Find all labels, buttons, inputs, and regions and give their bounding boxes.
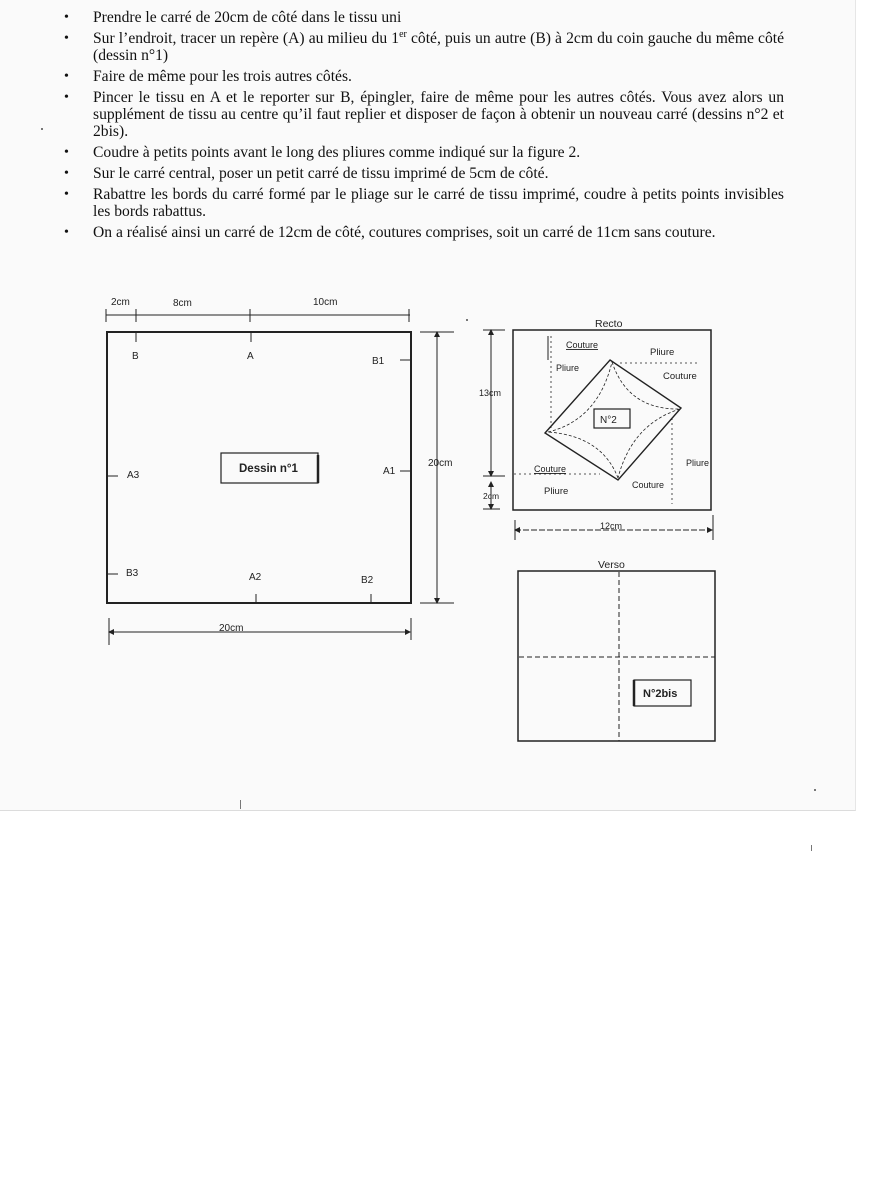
instruction-item: • Coudre à petits points avant le long des pliures comme indiqué sur la figure 2. xyxy=(62,144,784,161)
dim-20cm-bottom-label: 20cm xyxy=(219,623,244,634)
label-b3: B3 xyxy=(126,568,139,579)
instruction-item: • Rabattre les bords du carré formé par le pliage sur le carré de tissu imprimé, coudre à petits points invisibles les bords rabattus. xyxy=(62,186,784,220)
dim-2cm-label: 2cm xyxy=(111,297,130,308)
recto-title: Recto xyxy=(595,318,623,330)
drawing-1 xyxy=(106,309,454,645)
instruction-item: • Sur le carré central, poser un petit carré de tissu imprimé de 5cm de côté. xyxy=(62,165,784,182)
instruction-item: • On a réalisé ainsi un carré de 12cm de côté, coutures comprises, soit un carré de 11cm sans couture. xyxy=(62,224,784,241)
dim-20cm-right-label: 20cm xyxy=(428,458,453,469)
label-b: B xyxy=(132,351,139,362)
drawing-2 xyxy=(483,330,713,540)
label-couture-bottom: Couture xyxy=(632,480,665,490)
scan-speck xyxy=(814,789,816,791)
instruction-item: • Prendre le carré de 20cm de côté dans le tissu uni xyxy=(62,9,784,26)
label-pliure-rightmid: Pliure xyxy=(686,458,710,468)
label-pliure-bottom: Pliure xyxy=(544,486,569,497)
dim-10cm-label: 10cm xyxy=(313,297,338,308)
label-b2: B2 xyxy=(361,575,374,586)
instruction-item: • Pincer le tissu en A et le reporter sur B, épingler, faire de même pour les autres côtés. Vous avez alors un supplément de tissu au centre qu’il faut replier et disposer de façon à obtenir un nouveau carré (dessins n°2 et 2bis). xyxy=(62,89,784,140)
drawing-2bis-caption: N°2bis xyxy=(643,688,678,700)
label-couture-top: Couture xyxy=(566,340,599,350)
drawing-1-caption: Dessin n°1 xyxy=(239,463,298,475)
dim-2cm-label-2: 2cm xyxy=(483,491,500,501)
instruction-item: • Sur l’endroit, tracer un repère (A) au milieu du 1er côté, puis un autre (B) à 2cm du coin gauche du même côté (dessin n°1) xyxy=(62,30,784,64)
label-a: A xyxy=(247,351,254,362)
label-b1: B1 xyxy=(372,356,385,367)
drawing-2bis xyxy=(518,571,715,741)
label-pliure-top: Pliure xyxy=(650,347,675,358)
dim-12cm-label: 12cm xyxy=(600,521,623,531)
label-couture-right: Couture xyxy=(663,371,697,382)
label-pliure-left: Pliure xyxy=(556,363,580,373)
scan-speck xyxy=(811,845,812,851)
label-a1: A1 xyxy=(383,466,396,477)
drawing-2-caption: N°2 xyxy=(600,415,617,426)
instruction-item: • Faire de même pour les trois autres côtés. xyxy=(62,68,784,85)
dim-8cm-label: 8cm xyxy=(173,298,192,309)
scan-speck xyxy=(466,319,468,321)
verso-square xyxy=(518,571,715,741)
scan-speck xyxy=(41,128,43,130)
label-a2: A2 xyxy=(249,572,262,583)
verso-title: Verso xyxy=(598,559,625,571)
scan-speck xyxy=(240,800,241,809)
dim-13cm-label: 13cm xyxy=(479,388,502,398)
label-couture-left: Couture xyxy=(534,464,567,474)
label-a3: A3 xyxy=(127,470,140,481)
